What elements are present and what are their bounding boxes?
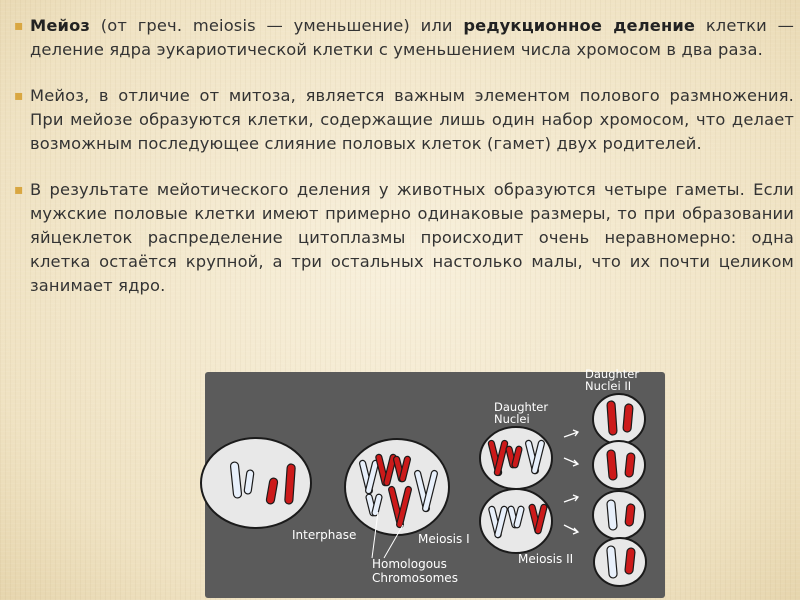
label-interphase: Interphase xyxy=(292,528,357,542)
label-daughter-nuclei-2: Nuclei xyxy=(494,412,530,426)
bullet-icon: ▪ xyxy=(14,18,24,34)
chromosome xyxy=(625,504,635,527)
daughter-nucleus-ii-1 xyxy=(593,394,645,444)
chromosome xyxy=(625,453,635,478)
label-daughter-nuclei-ii-1: Daughter xyxy=(585,367,640,381)
paragraph-text: Мейоз, в отличие от митоза, является важным элементом полового размножения. При мейозе образуются клетки, содержащие лишь один набор хромосом, что делает возможным последующее слияние половых клеток (гамет) двух родителей. xyxy=(30,86,794,153)
label-meiosis-ii: Meiosis II xyxy=(518,552,574,566)
definition-text-end: клетки — деление ядра эукариотической клетки с уменьшением числа хромосом в два раза. xyxy=(30,16,795,59)
label-daughter-nuclei-1: Daughter xyxy=(494,400,549,414)
chromosome xyxy=(623,404,633,433)
daughter-nucleus-ii-2 xyxy=(593,441,645,489)
label-meiosis-i: Meiosis I xyxy=(418,532,470,546)
term-reduction-division: редукционное деление xyxy=(463,16,696,35)
label-homologous-2: Chromosomes xyxy=(372,571,458,585)
bullet-icon: ▪ xyxy=(14,88,24,104)
daughter-nucleus-ii-3 xyxy=(593,491,645,539)
chromosome xyxy=(607,401,617,435)
bullet-icon: ▪ xyxy=(14,182,24,198)
label-homologous-1: Homologous xyxy=(372,557,447,571)
term-meiosis: Мейоз xyxy=(30,16,91,35)
daughter-nucleus-ii-4 xyxy=(594,538,646,586)
label-daughter-nuclei-ii-2: Nuclei II xyxy=(585,379,632,393)
paragraph-text: В результате мейотического деления у животных образуются четыре гаметы. Если мужские половые клетки имеют примерно одинаковые размеры, то при образовании яйцеклеток распределение цитоплазмы происходит очень неравномерно: одна клетка остаётся крупной, а три остальных настолько малы, что их почти целиком занимает ядро. xyxy=(30,180,794,295)
definition-text: (от греч. meiosis — уменьшение) или xyxy=(90,16,464,35)
